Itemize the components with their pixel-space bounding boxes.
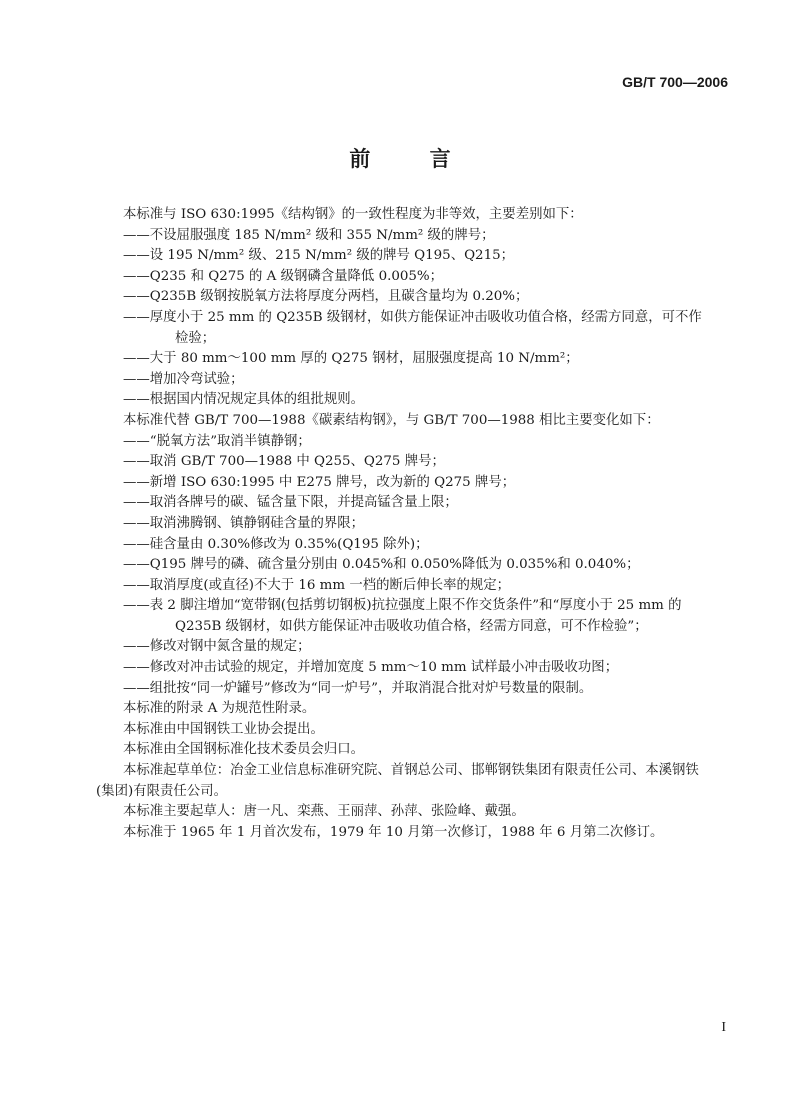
list-item-continuation: 检验； <box>175 330 216 346</box>
list-item: ——新增 ISO 630:1995 中 E275 牌号，改为新的 Q275 牌号； <box>123 474 516 490</box>
paragraph-line: 本标准与 ISO 630:1995《结构钢》的一致性程度为非等效，主要差别如下： <box>123 207 583 222</box>
standard-code: GB/T 700—2006 <box>622 74 728 90</box>
paragraph-line: 本标准由全国钢标准化技术委员会归口。 <box>123 742 365 758</box>
preface-body <box>96 205 743 843</box>
list-item-continuation: Q235B 级钢材，如供方能保证冲击吸收功值合格，经需方同意，可不作检验”； <box>175 618 648 634</box>
paragraph-line: 本标准起草单位：冶金工业信息标准研究院、首钢总公司、邯郸钢铁集团有限责任公司、本溪钢铁 <box>123 763 699 779</box>
list-item: ——修改对冲击试验的规定，并增加宽度 5 mm～10 mm 试样最小冲击吸收功图； <box>123 660 619 676</box>
paragraph-line: 本标准由中国钢铁工业协会提出。 <box>123 721 324 737</box>
list-item: ——组批按“同一炉罐号”修改为“同一炉号”，并取消混合批对炉号数量的限制。 <box>123 680 593 696</box>
paragraph-continuation: (集团)有限责任公司。 <box>96 783 227 799</box>
list-item: ——“脱氧方法”取消半镇静钢； <box>123 433 311 449</box>
list-item: ——Q235 和 Q275 的 A 级钢磷含量降低 0.005%； <box>123 268 444 284</box>
list-item: ——根据国内情况规定具体的组批规则。 <box>123 392 365 408</box>
list-item: ——取消各牌号的碳、锰含量下限，并提高锰含量上限； <box>123 495 458 511</box>
paragraph-line: 本标准主要起草人：唐一凡、栾燕、王丽萍、孙萍、张险峰、戴强。 <box>123 804 525 820</box>
list-item: ——取消沸腾钢、镇静钢硅含量的界限； <box>123 515 365 531</box>
list-item: ——取消 GB/T 700—1988 中 Q255、Q275 牌号； <box>123 454 445 470</box>
list-item: ——设 195 N/mm² 级、215 N/mm² 级的牌号 Q195、Q215； <box>123 248 515 264</box>
page-number: I <box>721 1020 726 1035</box>
list-item: ——增加冷弯试验； <box>123 371 244 387</box>
paragraph-line: 本标准代替 GB/T 700—1988《碳素结构钢》，与 GB/T 700—1988 相比主要变化如下： <box>123 412 660 428</box>
list-item: ——取消厚度(或直径)不大于 16 mm 一档的断后伸长率的规定； <box>123 577 511 593</box>
paragraph-line: 本标准于 1965 年 1 月首次发布，1979 年 10 月第一次修订，1988 年 6 月第二次修订。 <box>123 824 664 840</box>
list-item: ——硅含量由 0.30%修改为 0.35%(Q195 除外)； <box>123 536 429 552</box>
list-item: ——Q195 牌号的磷、硫含量分别由 0.045%和 0.050%降低为 0.035%和 0.040%； <box>123 557 640 573</box>
list-item: ——表 2 脚注增加“宽带钢(包括剪切钢板)抗拉强度上限不作交货条件”和“厚度小于 25 mm 的 <box>123 598 682 614</box>
list-item: ——厚度小于 25 mm 的 Q235B 级钢材，如供方能保证冲击吸收功值合格，经需方同意，可不作 <box>123 309 702 325</box>
list-item: ——大于 80 mm～100 mm 厚的 Q275 钢材，屈服强度提高 10 N/mm²； <box>123 351 579 367</box>
list-item: ——不设屈服强度 185 N/mm² 级和 355 N/mm² 级的牌号； <box>123 227 495 243</box>
list-item: ——Q235B 级钢按脱氧方法将厚度分两档，且碳含量均为 0.20%； <box>123 289 529 305</box>
paragraph-line: 本标准的附录 A 为规范性附录。 <box>123 701 316 717</box>
page-title: 前 言 <box>349 147 477 171</box>
list-item: ——修改对钢中氮含量的规定； <box>123 639 311 655</box>
